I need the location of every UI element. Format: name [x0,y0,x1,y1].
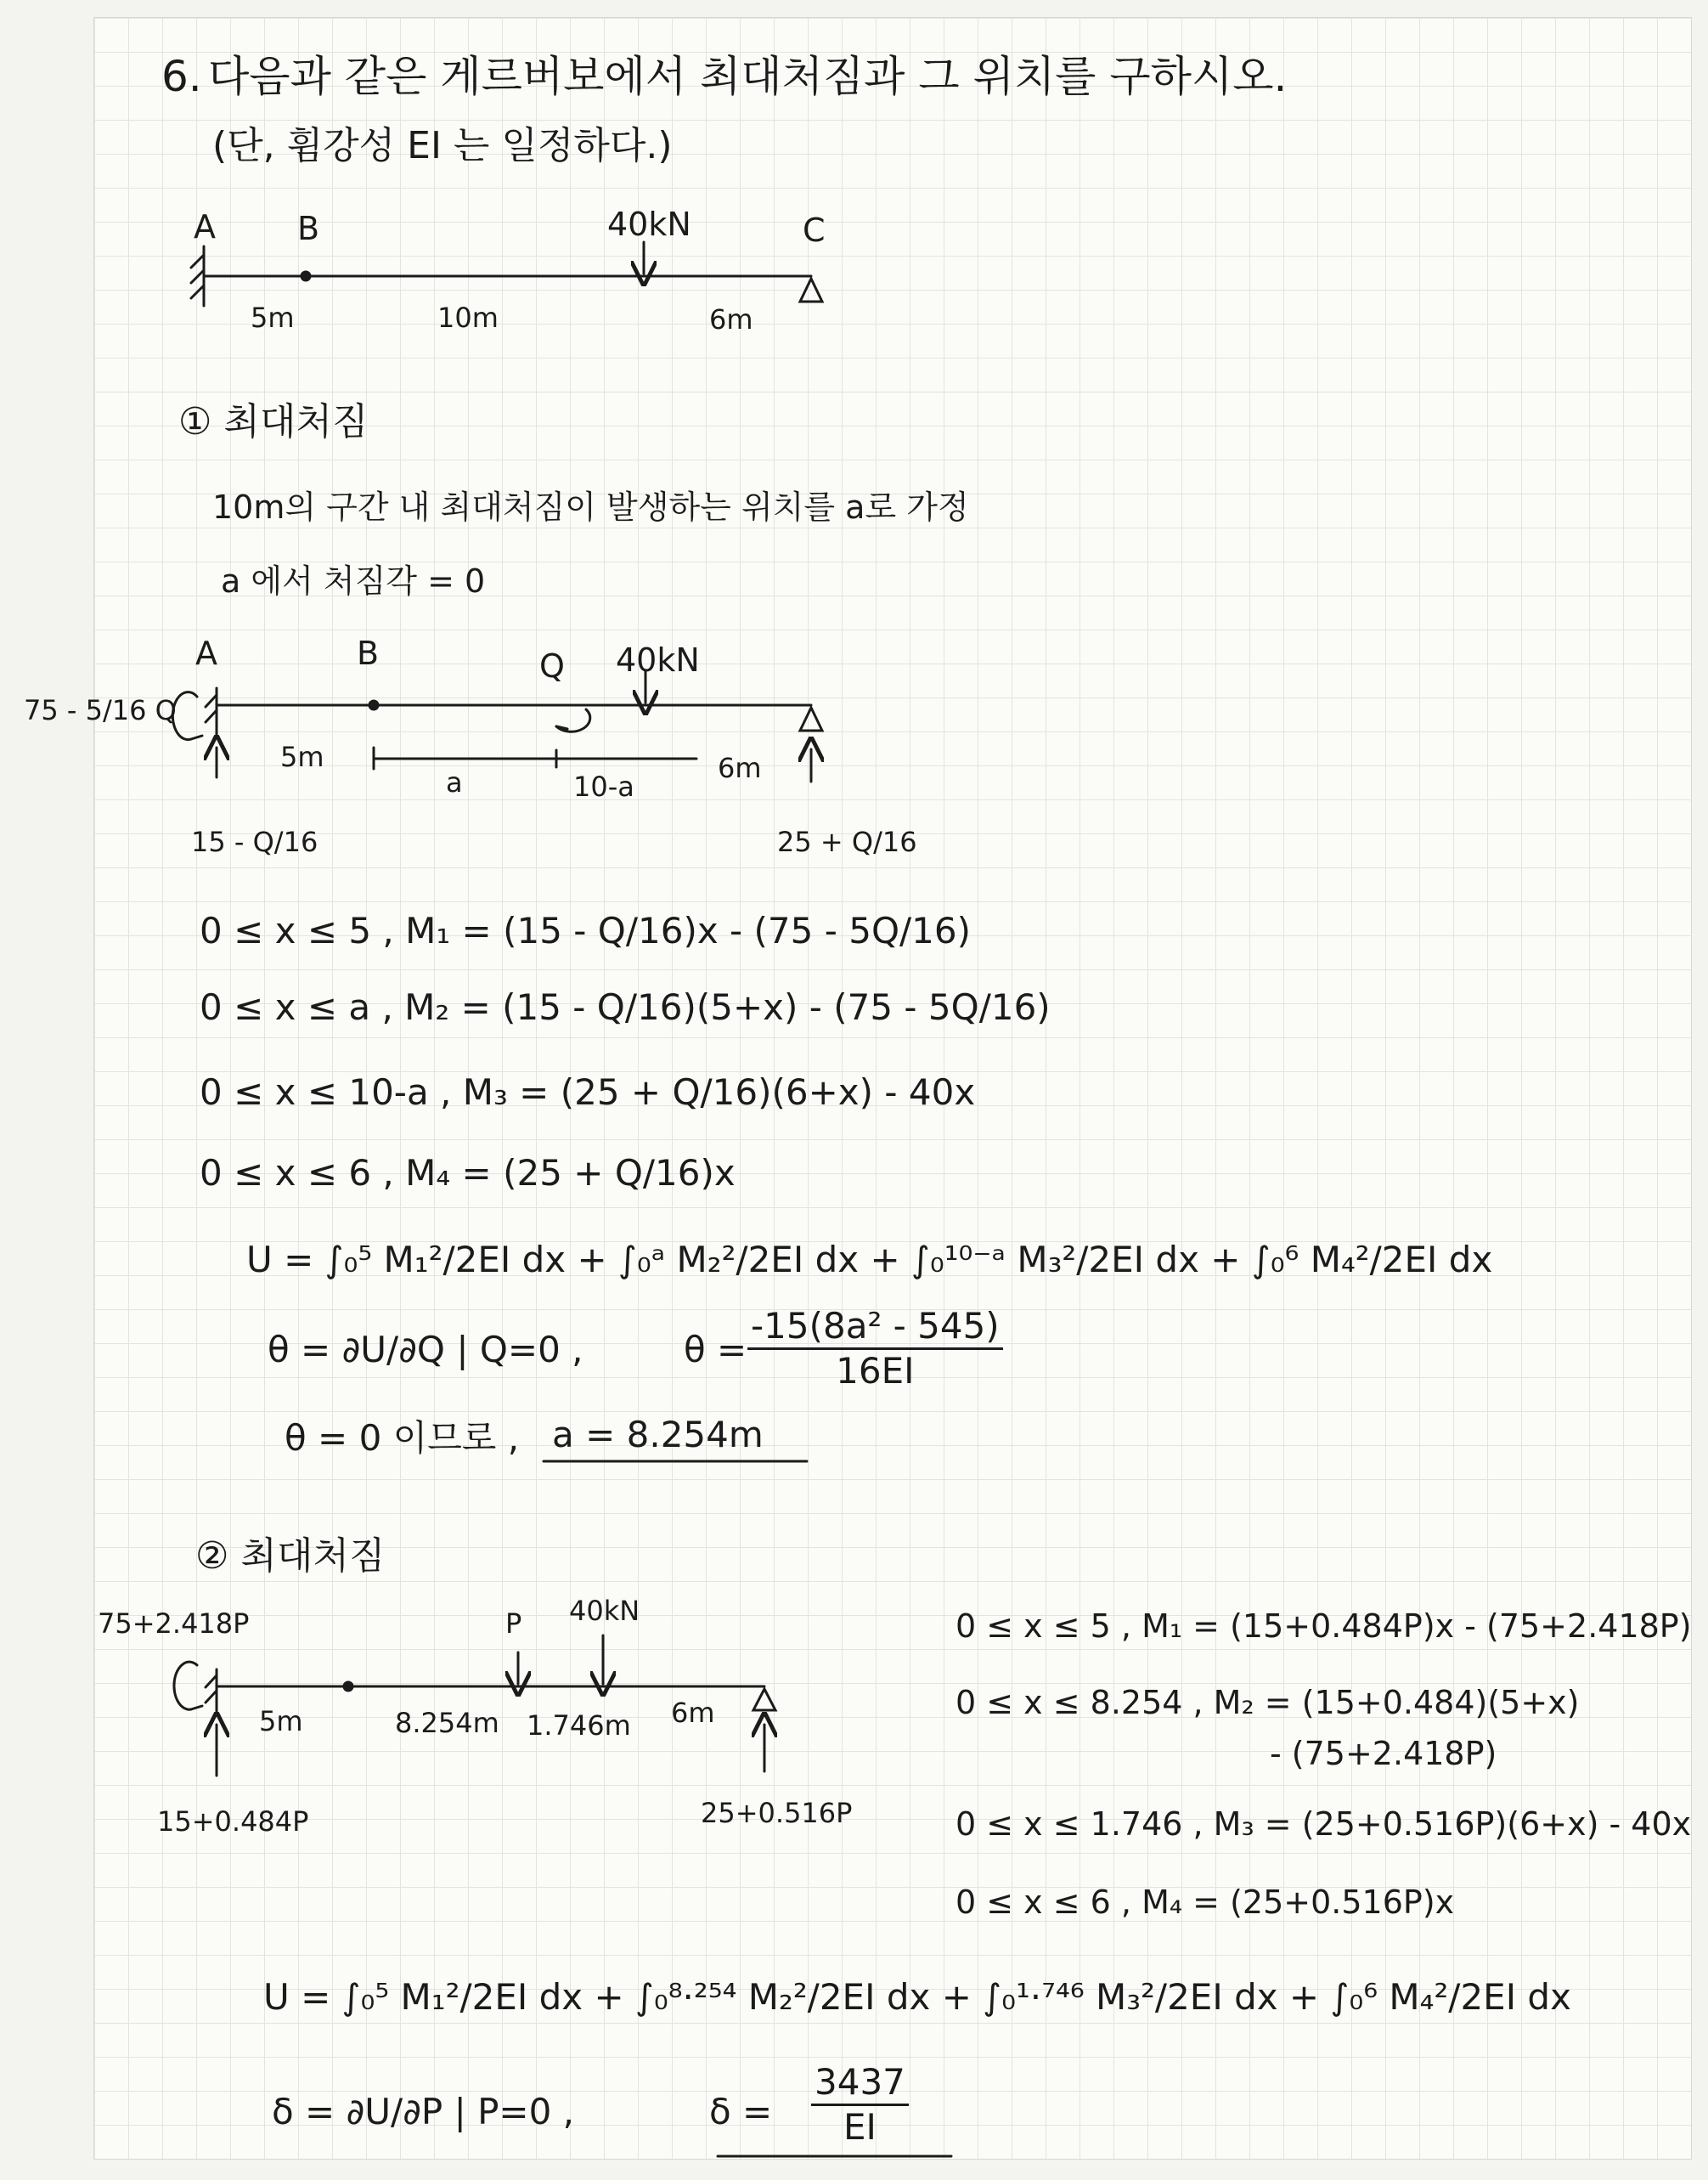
fig2-moment-a: 75 - 5/16 Q [24,694,177,726]
part2-delta-denominator: EI [843,2106,877,2148]
part1-theta-lhs: θ = [684,1329,747,1370]
part1-theta-fraction [747,1305,1003,1392]
part2-delta-fraction [811,2061,909,2148]
fig2-label-a: A [195,635,217,672]
fig1-span-b-load: 10m [437,302,499,334]
fig2-reaction-c: 25 + Q/16 [777,826,917,858]
part2-m1: 0 ≤ x ≤ 5 , M₁ = (15+0.484P)x - (75+2.418P) [955,1607,1692,1645]
fig1-span-ab: 5m [251,302,295,334]
part1-theta-denominator: 16EI [836,1350,915,1392]
fig2-label-b: B [357,635,380,672]
part2-m2-continued: - (75+2.418P) [1270,1735,1497,1772]
part2-strain-energy: U = ∫₀⁵ M₁²/2EI dx + ∫₀⁸·²⁵⁴ M₂²/2EI dx + ∫₀¹·⁷⁴⁶ M₃²/2EI dx + ∫₀⁶ M₄²/2EI dx [263,1976,1571,2018]
fig1-span-load-c: 6m [709,303,753,336]
part2-delta-numerator: 3437 [811,2064,909,2106]
part1-theta-numerator: -15(8a² - 545) [747,1308,1003,1350]
part1-heading: ① 최대처짐 [178,400,369,443]
part2-m2: 0 ≤ x ≤ 8.254 , M₂ = (15+0.484)(5+x) [955,1684,1580,1721]
problem-number: 6. [161,52,202,101]
part2-m3: 0 ≤ x ≤ 1.746 , M₃ = (25+0.516P)(6+x) - 40x [955,1805,1692,1843]
fig1-label-a: A [194,208,216,246]
fig2-span-6: 6m [718,752,762,784]
part1-m2: 0 ≤ x ≤ a , M₂ = (15 - Q/16)(5+x) - (75 - 5Q/16) [200,986,1051,1028]
fig1-label-b: B [297,210,320,247]
fig3-span-5: 5m [259,1705,303,1737]
part1-strain-energy: U = ∫₀⁵ M₁²/2EI dx + ∫₀ᵃ M₂²/2EI dx + ∫₀¹⁰⁻ᵃ M₃²/2EI dx + ∫₀⁶ M₄²/2EI dx [246,1239,1493,1280]
part2-delta-definition: δ = ∂U/∂P | P=0 , [272,2091,575,2132]
fig3-span-1: 1.746m [527,1709,631,1742]
part1-conclusion: θ = 0 이므로 , [285,1417,520,1459]
part1-theta-definition: θ = ∂U/∂Q | Q=0 , [268,1329,583,1370]
fig3-load: 40kN [569,1595,640,1627]
part1-assumption: 10m의 구간 내 최대처짐이 발생하는 위치를 a로 가정 [212,489,969,526]
part1-slope-condition: a 에서 처짐각 = 0 [221,562,486,600]
part1-m3: 0 ≤ x ≤ 10-a , M₃ = (25 + Q/16)(6+x) - 40x [200,1071,976,1113]
part1-answer: a = 8.254m [552,1414,764,1455]
part1-m4: 0 ≤ x ≤ 6 , M₄ = (25 + Q/16)x [200,1152,736,1194]
fig3-moment-a: 75+2.418P [98,1607,250,1640]
problem-statement: 다음과 같은 게르버보에서 최대처짐과 그 위치를 구하시오. [208,52,1288,101]
problem-condition: (단, 휨강성 EI 는 일정하다.) [212,124,673,167]
fig2-reaction-a: 15 - Q/16 [191,826,318,858]
fig3-reaction-a: 15+0.484P [157,1805,309,1838]
fig3-span-8: 8.254m [395,1707,499,1739]
fig2-span-ab: 5m [280,741,324,773]
fig1-beam [191,242,822,306]
fig1-load: 40kN [607,206,691,243]
part2-heading: ② 최대처짐 [195,1534,386,1578]
part2-delta-lhs: δ = [709,2091,773,2132]
fig1-label-c: C [803,212,826,249]
fig2-label-q: Q [539,647,565,685]
fig2-span-a: a [446,766,463,799]
fig3-span-6: 6m [671,1697,715,1729]
part1-m1: 0 ≤ x ≤ 5 , M₁ = (15 - Q/16)x - (75 - 5Q/16) [200,910,971,952]
part2-m4: 0 ≤ x ≤ 6 , M₄ = (25+0.516P)x [955,1883,1455,1921]
fig3-reaction-c: 25+0.516P [701,1797,853,1829]
fig3-load-p: P [505,1607,522,1640]
fig2-load: 40kN [616,641,700,679]
fig2-span-10a: 10-a [573,771,634,803]
